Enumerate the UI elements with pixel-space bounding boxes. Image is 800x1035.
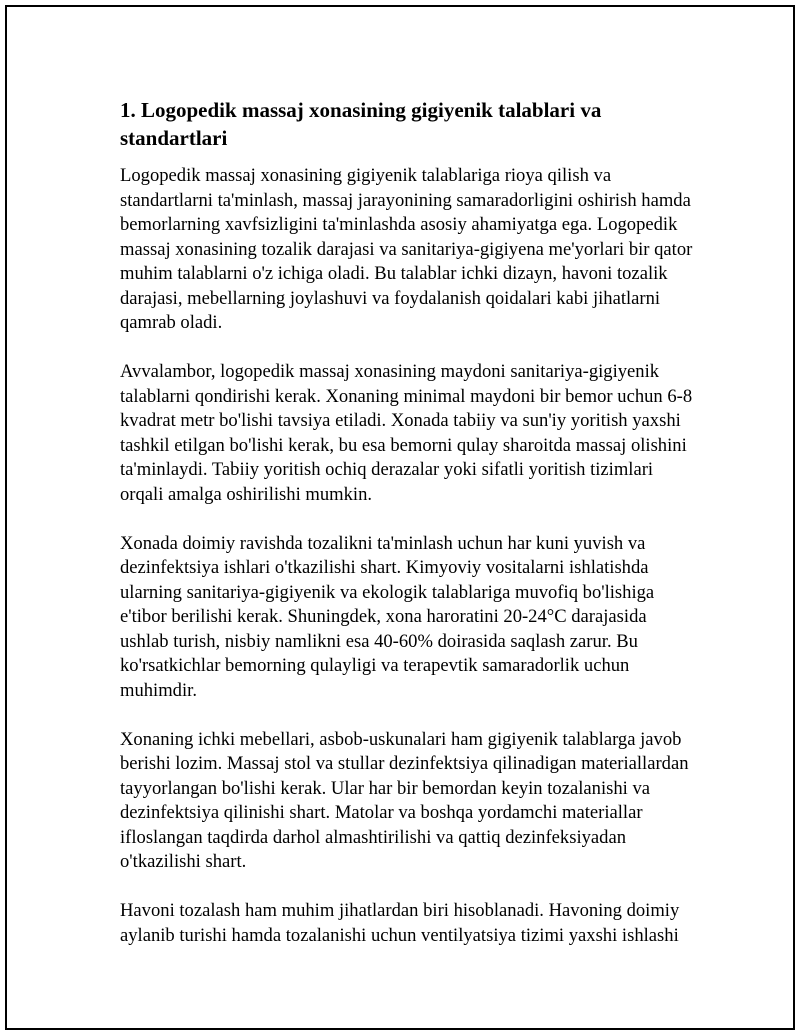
paragraph-4: [120, 728, 700, 875]
page: [5, 5, 795, 1030]
text-line: darajasi, mebellarning joylashuvi va foydalanish qoidalari kabi jihatlarni: [120, 287, 661, 309]
paragraph-3: [120, 532, 700, 704]
text-line: Logopedik massaj xonasining gigiyenik talablariga rioya qilish va: [120, 165, 612, 186]
text-line: ifloslangan taqdirda darhol almashtirilishi va qattiq dezinfeksiyadan: [120, 826, 627, 848]
text-line: Avvalambor, logopedik massaj xonasining maydoni sanitariya-gigiyenik: [120, 361, 660, 382]
text-line: Xonaning ichki mebellari, asbob-uskunalari ham gigiyenik talablarga javob: [120, 728, 682, 750]
text-line: Havoni tozalash ham muhim jihatlardan biri hisoblanadi. Havoning doimiy: [120, 900, 680, 921]
text-line: dezinfektsiya ishlari o'tkazilishi shart. Kimyoviy vositalarni ishlatishda: [120, 557, 649, 578]
section-title: [120, 96, 700, 152]
text-line: aylanib turishi hamda tozalanishi uchun ventilyatsiya tizimi yaxshi ishlashi: [120, 924, 679, 946]
text-line: ushlab turish, nisbiy namlikni esa 40-60% doirasida saqlash zarur. Bu: [120, 630, 638, 652]
text-line: kvadrat metr bo'lishi tavsiya etiladi. Xonada tabiiy va sun'iy yoritish yaxshi: [120, 410, 681, 431]
text-line: qamrab oladi.: [120, 312, 223, 333]
text-line: ularning sanitariya-gigiyenik va ekologik talablariga muvofiq bo'lishiga: [120, 581, 655, 603]
document-body: [120, 96, 700, 973]
paragraph-2: [120, 360, 700, 507]
text-line: Xonada doimiy ravishda tozalikni ta'minlash uchun har kuni yuvish va: [120, 532, 646, 554]
title-line: standartlari: [120, 126, 228, 150]
title-line: 1. Logopedik massaj xonasining gigiyenik talablari va: [120, 98, 602, 122]
text-line: muhimdir.: [120, 679, 197, 701]
text-line: ta'minlaydi. Tabiiy yoritish ochiq derazalar yoki sifatli yoritish tizimlari: [120, 459, 654, 480]
text-line: ko'rsatkichlar bemorning qulayligi va terapevtik samaradorlik uchun: [120, 655, 630, 676]
text-line: bemorlarning xavfsizligini ta'minlashda asosiy ahamiyatga ega. Logopedik: [120, 214, 678, 235]
text-line: tayyorlangan bo'lishi kerak. Ular har bir bemordan keyin tozalanishi va: [120, 777, 651, 799]
text-line: massaj xonasining tozalik darajasi va sanitariya-gigiyena me'yorlari bir qator: [120, 238, 693, 260]
text-line: standartlarni ta'minlash, massaj jarayonining samaradorligini oshirish hamda: [120, 189, 691, 211]
text-line: berishi lozim. Massaj stol va stullar dezinfektsiya qilinadigan materiallardan: [120, 753, 689, 774]
text-line: muhim talablarni o'z ichiga oladi. Bu talablar ichki dizayn, havoni tozalik: [120, 263, 668, 284]
text-line: orqali amalga oshirilishi mumkin.: [120, 483, 373, 505]
text-line: o'tkazilishi shart.: [120, 851, 247, 872]
text-line: tashkil etilgan bo'lishi kerak, bu esa bemorni qulay sharoitda massaj olishini: [120, 434, 687, 456]
paragraph-5: [120, 899, 700, 948]
text-line: e'tibor berilishi kerak. Shuningdek, xona haroratini 20-24°C darajasida: [120, 606, 647, 627]
text-line: dezinfektsiya qilinishi shart. Matolar va boshqa yordamchi materiallar: [120, 802, 643, 823]
paragraph-1: [120, 164, 700, 336]
text-line: talablarni qondirishi kerak. Xonaning minimal maydoni bir bemor uchun 6-8: [120, 385, 693, 407]
